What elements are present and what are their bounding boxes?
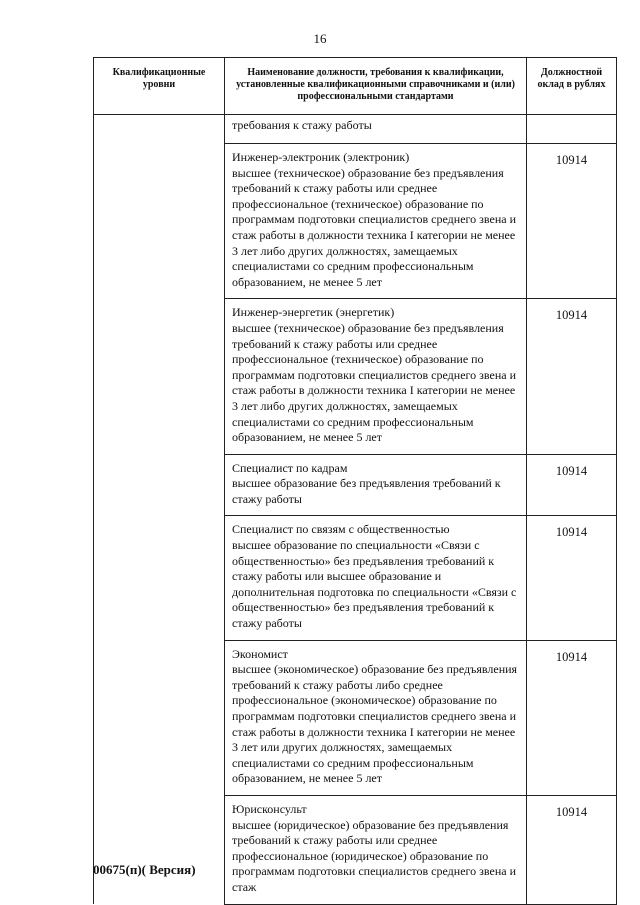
position-title: Специалист по кадрам	[232, 460, 348, 475]
position-title: Инженер-энергетик (энергетик)	[232, 305, 395, 320]
continuation-cell: требования к стажу работы	[225, 115, 527, 144]
position-cell	[225, 144, 527, 299]
position-requirements: высшее (экономическое) образование без предъявления требований к стажу работы либо среднее профессиональное (экономическое) образование по программам подготовки специалистов среднего звена и стаж работы в должности техника I категории не менее 3 лет или других должностях, замещаемых специалистами со средним профессиональным образованием, не менее 5 лет	[232, 662, 518, 786]
salary-cell-empty	[527, 115, 617, 144]
header-position-requirements: Наименование должности, требования к квалификации, установленные квалификационными справочниками и (или) профессиональными стандартами	[225, 58, 527, 115]
position-requirements: высшее (юридическое) образование без предъявления требований к стажу работы или среднее профессиональное (юридическое) образование по программам подготовки специалистов среднего звена и стаж	[232, 817, 516, 894]
qualification-level-cell	[94, 115, 225, 905]
salary-cell: 10914	[527, 795, 617, 904]
table-row	[94, 115, 617, 144]
header-salary: Должностной оклад в рублях	[527, 58, 617, 115]
position-cell	[225, 454, 527, 516]
salary-cell: 10914	[527, 516, 617, 640]
position-title: Юрисконсульт	[232, 801, 307, 816]
position-title: Инженер-электроник (электроник)	[232, 150, 410, 164]
salary-cell: 10914	[527, 640, 617, 795]
salary-cell: 10914	[527, 454, 617, 516]
position-cell	[225, 516, 527, 640]
header-qualification-levels: Квалификационные уровни	[94, 58, 225, 115]
table-header-row	[94, 58, 617, 115]
position-requirements: высшее образование без предъявления требований к стажу работы	[232, 476, 501, 506]
salary-cell: 10914	[527, 144, 617, 299]
position-requirements: высшее (техническое) образование без предъявления требований к стажу работы или среднее профессиональное (техническое) образование по программам подготовки специалистов среднего звена и стаж работы в должности техника I категории не менее 3 лет либо других должностях, замещаемых специалистами со средним профессиональным образованием, не менее 5 лет	[232, 165, 516, 289]
position-cell	[225, 640, 527, 795]
page-number: 16	[313, 31, 327, 46]
position-requirements: высшее (техническое) образование без предъявления требований к стажу работы или среднее профессиональное (техническое) образование по программам подготовки специалистов среднего звена и стаж работы в должности техника I категории не менее 3 лет либо других должностях, замещаемых специалистами со средним профессиональным образованием, не менее 5 лет	[232, 320, 516, 445]
position-cell	[225, 795, 527, 904]
qualification-table	[93, 57, 617, 905]
position-requirements: высшее образование по специальности «Связи с общественностью» без предъявления требований к стажу работы или высшее образование и дополнительная подготовка по специальности «Связи с общественностью» без предъявления требований к стажу работы	[232, 538, 517, 631]
position-title: Специалист по связям с общественностью	[232, 522, 450, 537]
document-footer-code: 00675(п)( Версия)	[93, 862, 196, 877]
salary-cell: 10914	[527, 299, 617, 454]
position-cell	[225, 299, 527, 454]
position-title: Экономист	[232, 646, 288, 661]
